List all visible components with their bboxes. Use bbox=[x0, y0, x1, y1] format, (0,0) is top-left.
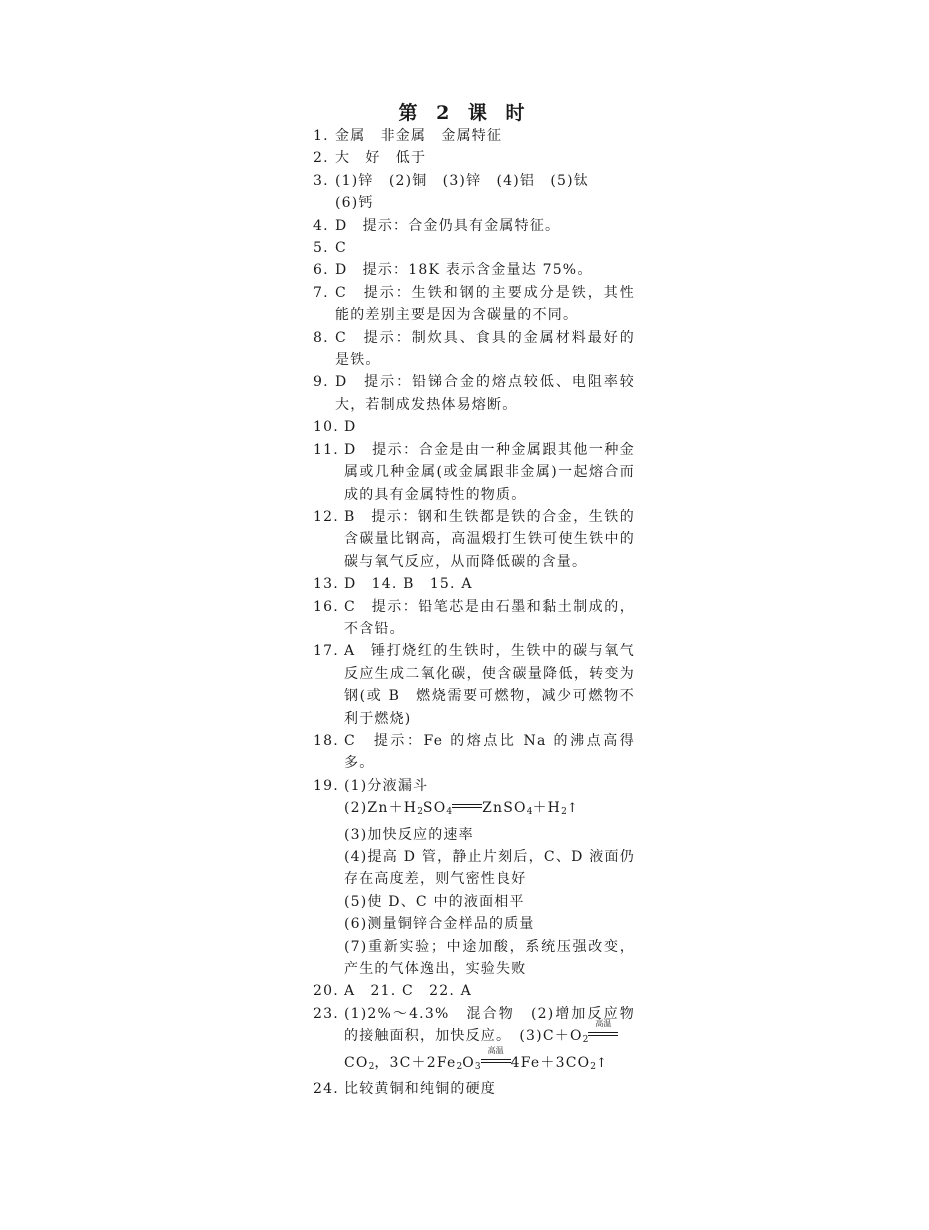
sub-answer-7: (7)重新实验；中途加酸，系统压强改变，产生的气体逸出，实验失败 bbox=[344, 938, 635, 978]
answer-item-19 bbox=[313, 775, 635, 981]
item-line: D 提示：铅锑合金的熔点较低、电阻率较大，若制成发热体易熔断。 bbox=[335, 374, 635, 413]
eq-part: ，3C＋2Fe bbox=[374, 1054, 457, 1071]
answer-item-23 bbox=[313, 1003, 635, 1078]
eq-part: SO bbox=[422, 800, 447, 817]
item-body bbox=[344, 439, 635, 506]
answer-item-24 bbox=[313, 1078, 635, 1100]
eq-part: ＋H bbox=[532, 800, 562, 817]
item-body bbox=[344, 596, 635, 641]
item-body bbox=[344, 416, 635, 438]
subscript: 2 bbox=[417, 807, 423, 818]
answer-item-20 bbox=[313, 980, 635, 1002]
item-line: C 提示：生铁和钢的主要成分是铁，其性能的差别主要是因为含碳量的不同。 bbox=[335, 284, 635, 324]
item-number: 4. bbox=[313, 217, 329, 234]
gas-arrow-icon: ↑ bbox=[566, 801, 579, 817]
answer-item bbox=[313, 506, 635, 573]
item-body bbox=[335, 170, 635, 215]
answer-list bbox=[313, 125, 635, 1100]
answer-item bbox=[313, 371, 635, 416]
item-body bbox=[335, 371, 635, 416]
item-line: C 提示：铅笔芯是由石墨和黏土制成的，不含铅。 bbox=[344, 598, 635, 637]
item-body bbox=[335, 237, 635, 259]
item-body bbox=[344, 640, 635, 730]
answer-item bbox=[313, 573, 635, 595]
item-line: B 提示：钢和生铁都是铁的合金，生铁的含碳量比钢高，高温煅打生铁可使生铁中的碳与氧气反应，从而降低碳的含量。 bbox=[344, 508, 635, 570]
reaction-condition: 高温 bbox=[487, 1045, 504, 1055]
item-number: 11. bbox=[313, 441, 339, 458]
item-body: 比较黄铜和纯铜的硬度 bbox=[344, 1081, 496, 1098]
answer-item bbox=[313, 416, 635, 438]
item-line: D 提示：18K 表示含金量达 75%。 bbox=[335, 262, 593, 279]
answer-item bbox=[313, 640, 635, 730]
eq-part: (1)2%～4.3% 混合物 (2)增加反应物的接触面积，加快反应。 (3)C＋O bbox=[344, 1005, 635, 1045]
item-number: 18. bbox=[313, 732, 339, 749]
item-line: C 提示：Fe 的熔点比 Na 的沸点高得多。 bbox=[344, 732, 635, 772]
item-body bbox=[335, 215, 635, 237]
item-body bbox=[344, 1003, 635, 1078]
sub-answer-2-equation bbox=[344, 797, 635, 823]
eq-part: CO bbox=[344, 1054, 369, 1071]
answer-item bbox=[313, 125, 635, 147]
item-number: 5. bbox=[313, 240, 329, 257]
item-line: 大 好 低于 bbox=[335, 150, 427, 167]
item-number: 2. bbox=[313, 150, 329, 167]
item-body bbox=[335, 147, 635, 169]
equals-sign bbox=[452, 804, 482, 812]
equals-sign-high-temp bbox=[588, 1019, 618, 1040]
subscript: 3 bbox=[474, 1061, 481, 1072]
answer-item bbox=[313, 327, 635, 372]
item-line: D 提示：合金是由一种金属跟其他一种金属或几种金属(或金属跟非金属)一起熔合而成的具有金属特性的物质。 bbox=[344, 441, 635, 503]
subscript: 2 bbox=[590, 1061, 597, 1072]
answer-item bbox=[313, 170, 635, 215]
item-number: 13. bbox=[313, 576, 339, 593]
item-body bbox=[344, 506, 635, 573]
item-number: 3. bbox=[313, 172, 329, 189]
subscript: 2 bbox=[456, 1061, 463, 1072]
subscript: 4 bbox=[446, 807, 453, 818]
answer-item bbox=[313, 147, 635, 169]
sub-answer-6: (6)测量铜锌合金样品的质量 bbox=[344, 916, 535, 933]
answer-item bbox=[313, 259, 635, 281]
item-number: 16. bbox=[313, 598, 339, 615]
item-number: 10. bbox=[313, 419, 339, 436]
eq-part: ZnSO bbox=[482, 800, 527, 817]
page-title: 第 2 课 时 bbox=[398, 102, 531, 124]
answer-items-1-18 bbox=[313, 125, 635, 775]
item-body bbox=[344, 730, 635, 775]
gas-arrow-icon: ↑ bbox=[596, 1055, 609, 1071]
item-line: (6)钙 bbox=[335, 195, 374, 212]
subscript: 2 bbox=[582, 1035, 589, 1046]
sub-answer-5: (5)使 D、C 中的液面相平 bbox=[344, 893, 525, 910]
subscript: 2 bbox=[368, 1061, 375, 1072]
sub-answer-4: (4)提高 D 管，静止片刻后，C、D 液面仍存在高度差，则气密性良好 bbox=[344, 849, 635, 888]
item-number: 12. bbox=[313, 508, 339, 525]
item-line: (1)锌 (2)铜 (3)锌 (4)铝 (5)钛 bbox=[335, 172, 589, 189]
item-number: 24. bbox=[313, 1081, 339, 1098]
item-line: D 提示：合金仍具有金属特征。 bbox=[335, 217, 561, 234]
eq-part: (2)Zn＋H bbox=[344, 800, 418, 817]
item-number: 20. bbox=[313, 983, 339, 1000]
item-number: 19. bbox=[313, 777, 339, 794]
item-body: A 21. C 22. A bbox=[344, 983, 472, 1000]
item-body bbox=[344, 775, 635, 981]
item-number: 9. bbox=[313, 374, 329, 391]
eq-part: 4Fe＋3CO bbox=[510, 1054, 591, 1071]
item-body bbox=[335, 282, 635, 327]
answer-item bbox=[313, 596, 635, 641]
answer-item bbox=[313, 237, 635, 259]
item-line: A 锤打烧红的生铁时，生铁中的碳与氧气反应生成二氧化碳，使含碳量降低，转变为钢(或 B 燃烧需要可燃物，减少可燃物不利于燃烧) bbox=[344, 643, 635, 727]
item-body bbox=[344, 573, 635, 595]
answer-item bbox=[313, 282, 635, 327]
item-number: 8. bbox=[313, 329, 329, 346]
equals-sign-high-temp bbox=[481, 1045, 511, 1067]
item-number: 1. bbox=[313, 128, 329, 144]
item-number: 23. bbox=[313, 1005, 339, 1022]
item-line: C bbox=[335, 240, 347, 257]
answer-item bbox=[313, 439, 635, 506]
answer-item bbox=[313, 730, 635, 775]
item-number: 7. bbox=[313, 284, 329, 301]
item-number: 17. bbox=[313, 643, 339, 660]
item-line: D bbox=[344, 419, 357, 436]
sub-answer-1: (1)分液漏斗 bbox=[344, 777, 429, 794]
item-line: D 14. B 15. A bbox=[344, 576, 473, 593]
item-body bbox=[335, 327, 635, 372]
subscript: 4 bbox=[526, 807, 533, 818]
eq-part: O bbox=[462, 1054, 475, 1071]
subscript: 2 bbox=[561, 807, 567, 818]
item-number: 6. bbox=[313, 262, 329, 279]
item-line: C 提示：制炊具、食具的金属材料最好的是铁。 bbox=[335, 329, 635, 369]
sub-answer-3: (3)加快反应的速率 bbox=[344, 826, 474, 843]
reaction-condition: 高温 bbox=[595, 1019, 612, 1029]
item-line: 金属 非金属 金属特征 bbox=[335, 128, 503, 144]
answer-item bbox=[313, 215, 635, 237]
item-body bbox=[335, 125, 635, 147]
item-body bbox=[335, 259, 635, 281]
